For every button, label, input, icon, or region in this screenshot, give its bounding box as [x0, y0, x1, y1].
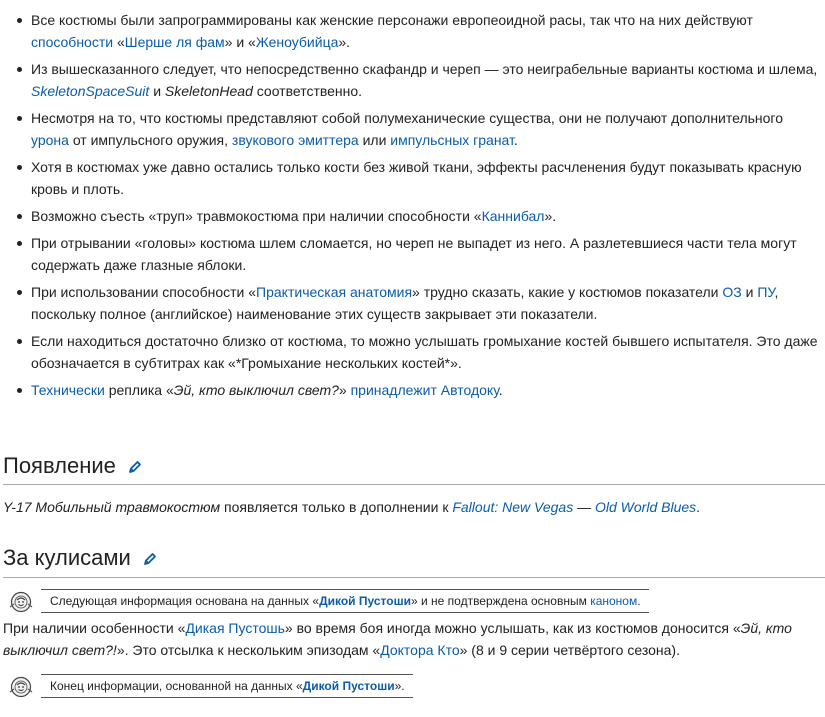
link-fallout-new-vegas[interactable]: Fallout: New Vegas	[452, 499, 574, 515]
link-wild-wasteland[interactable]: Дикой Пустоши	[319, 594, 411, 608]
link-canon[interactable]: каноном	[590, 594, 638, 608]
link-wild-wasteland[interactable]: Дикой Пустоши	[302, 679, 395, 693]
link-autodoc[interactable]: принадлежит Автодоку	[350, 382, 499, 398]
vault-boy-badge-icon	[8, 591, 34, 613]
list-item: При отрывании «головы» костюма шлем сломается, но череп не выпадет из него. А разлетевшиеся части тела могут содержать даже глазные яблоки.	[0, 232, 822, 276]
link-hp[interactable]: ОЗ	[722, 284, 742, 300]
list-item: Из вышесказанного следует, что непосредственно скафандр и череп — это неиграбельные варианты костюма и шлема, SkeletonSpaceSuit и SkeletonHead соответственно.	[0, 58, 822, 102]
edit-section-behind[interactable]	[143, 545, 157, 573]
link-cannibal[interactable]: Каннибал	[481, 208, 545, 224]
list-item: Если находиться достаточно близко от костюма, то можно услышать громыхание костей бывшего испытателя. Это даже обозначается в субтитрах как «*Громыхание нескольких костей*».	[0, 330, 822, 374]
notice-text: Следующая информация основана на данных «Дикой Пустоши» и не подтверждена основным каноном.	[41, 589, 649, 613]
pencil-icon	[143, 552, 157, 566]
notes-list	[0, 9, 822, 406]
list-item: Хотя в костюмах уже давно остались только кости без живой ткани, эффекты расчленения будут показывать красную кровь и плоть.	[0, 156, 822, 200]
vault-boy-badge-icon	[8, 676, 34, 698]
link-sonic-emitter[interactable]: звукового эмиттера	[231, 132, 359, 148]
pencil-icon	[128, 460, 142, 474]
link-dt[interactable]: ПУ	[757, 284, 775, 300]
list-item: Технически реплика «Эй, кто выключил свет?» принадлежит Автодоку.	[0, 379, 822, 401]
link-wild-wasteland-trait[interactable]: Дикая Пустошь	[185, 620, 285, 636]
link-lady-killer[interactable]: Женоубийца	[255, 34, 339, 50]
list-item: При использовании способности «Практическая анатомия» трудно сказать, какие у костюмов показатели ОЗ и ПУ, поскольку полное (английское) наименование этих существ закрывает эти показатели.	[0, 281, 822, 325]
section-divider	[3, 577, 825, 578]
link-doctor-who[interactable]: Доктора Кто	[380, 642, 460, 658]
link-abilities[interactable]: способности	[31, 34, 114, 50]
link-technically[interactable]: Технически	[31, 382, 105, 398]
heading-behind-the-scenes: За кулисами	[3, 544, 157, 573]
section-divider	[3, 484, 825, 485]
list-item: Все костюмы были запрограммированы как женские персонажи европеоидной расы, так что на них действуют способности «Шерше ля фам» и «Женоубийца».	[0, 9, 822, 53]
notice-text: Конец информации, основанной на данных «Дикой Пустоши».	[41, 674, 413, 698]
link-skeleton-space-suit[interactable]: SkeletonSpaceSuit	[31, 83, 150, 99]
list-item: Возможно съесть «труп» травмокостюма при наличии способности «Каннибал».	[0, 205, 822, 227]
edit-section-appearance[interactable]	[128, 453, 142, 481]
heading-appearance: Появление	[3, 452, 142, 481]
link-old-world-blues[interactable]: Old World Blues	[595, 499, 697, 515]
link-cherchez-la-femme[interactable]: Шерше ля фам	[124, 34, 225, 50]
list-item: Несмотря на то, что костюмы представляют собой полумеханические существа, они не получают дополнительного урона от импульсного оружия, звукового эмиттера или импульсных гранат.	[0, 107, 822, 151]
appearance-text: Y-17 Мобильный травмокостюм появляется только в дополнении к Fallout: New Vegas — Old World Blues.	[3, 499, 701, 515]
link-practical-anatomy[interactable]: Практическая анатомия	[256, 284, 413, 300]
link-pulse-grenades[interactable]: импульсных гранат	[390, 132, 514, 148]
behind-text: При наличии особенности «Дикая Пустошь» во время боя иногда можно услышать, как из костюмов доносится «Эй, кто выключил свет?!». Это отсылка к нескольким эпизодам «Доктора Кто» (8 и 9 серии четвёртого сезона).	[3, 620, 792, 658]
link-damage[interactable]: урона	[31, 132, 69, 148]
